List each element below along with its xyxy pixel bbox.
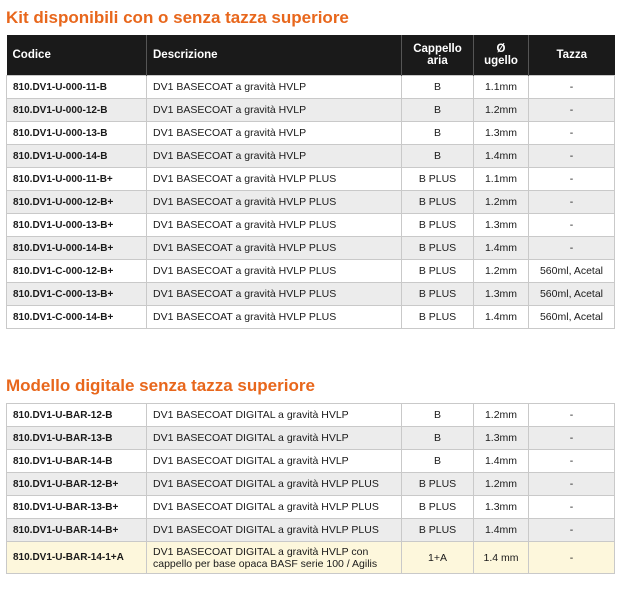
cup-cell: 560ml, Acetal <box>529 260 615 283</box>
cup-cell: - <box>529 214 615 237</box>
code-cell: 810.DV1-U-BAR-12-B <box>7 404 147 427</box>
cup-cell: - <box>529 496 615 519</box>
air-cap-cell: B <box>402 99 474 122</box>
air-cap-cell: B <box>402 122 474 145</box>
nozzle-cell: 1.4mm <box>474 519 529 542</box>
air-cap-cell: B PLUS <box>402 237 474 260</box>
nozzle-cell: 1.2mm <box>474 473 529 496</box>
table-row <box>7 542 615 574</box>
table-row <box>7 260 615 283</box>
nozzle-cell: 1.3mm <box>474 283 529 306</box>
digital-table <box>6 403 615 574</box>
nozzle-cell: 1.3mm <box>474 427 529 450</box>
air-cap-cell: B <box>402 450 474 473</box>
header-nozzle-line1: Ø <box>496 43 506 55</box>
air-cap-cell: B <box>402 76 474 99</box>
description-cell: DV1 BASECOAT a gravità HVLP PLUS <box>147 191 402 214</box>
nozzle-cell: 1.2mm <box>474 191 529 214</box>
table-row <box>7 122 615 145</box>
cup-cell: - <box>529 99 615 122</box>
code-cell: 810.DV1-U-BAR-14-B+ <box>7 519 147 542</box>
air-cap-cell: B <box>402 404 474 427</box>
code-cell: 810.DV1-U-BAR-13-B+ <box>7 496 147 519</box>
table-row <box>7 191 615 214</box>
description-cell: DV1 BASECOAT a gravità HVLP PLUS <box>147 283 402 306</box>
description-cell: DV1 BASECOAT a gravità HVLP PLUS <box>147 306 402 329</box>
description-cell: DV1 BASECOAT DIGITAL a gravità HVLP PLUS <box>147 473 402 496</box>
air-cap-cell: B <box>402 427 474 450</box>
air-cap-cell: B PLUS <box>402 191 474 214</box>
code-cell: 810.DV1-U-000-13-B <box>7 122 147 145</box>
nozzle-cell: 1.3mm <box>474 496 529 519</box>
table-row <box>7 496 615 519</box>
table-row <box>7 145 615 168</box>
code-cell: 810.DV1-C-000-13-B+ <box>7 283 147 306</box>
nozzle-cell: 1.2mm <box>474 99 529 122</box>
nozzle-cell: 1.4 mm <box>474 542 529 574</box>
description-cell: DV1 BASECOAT a gravità HVLP PLUS <box>147 260 402 283</box>
air-cap-cell: B PLUS <box>402 519 474 542</box>
cup-cell: - <box>529 191 615 214</box>
cup-cell: 560ml, Acetal <box>529 306 615 329</box>
code-cell: 810.DV1-U-000-12-B+ <box>7 191 147 214</box>
code-cell: 810.DV1-C-000-12-B+ <box>7 260 147 283</box>
cup-cell: - <box>529 427 615 450</box>
code-cell: 810.DV1-U-000-11-B <box>7 76 147 99</box>
code-cell: 810.DV1-U-BAR-12-B+ <box>7 473 147 496</box>
table-row <box>7 283 615 306</box>
table-row <box>7 519 615 542</box>
nozzle-cell: 1.4mm <box>474 237 529 260</box>
air-cap-cell: B PLUS <box>402 473 474 496</box>
header-air-cap-line1: Cappello <box>413 43 462 55</box>
cup-cell: - <box>529 519 615 542</box>
description-cell: DV1 BASECOAT a gravità HVLP PLUS <box>147 214 402 237</box>
description-cell: DV1 BASECOAT a gravità HVLP PLUS <box>147 237 402 260</box>
table-row <box>7 237 615 260</box>
cup-cell: - <box>529 237 615 260</box>
code-cell: 810.DV1-U-000-14-B+ <box>7 237 147 260</box>
air-cap-cell: B PLUS <box>402 168 474 191</box>
table-row <box>7 99 615 122</box>
header-description: Descrizione <box>147 35 402 76</box>
nozzle-cell: 1.4mm <box>474 306 529 329</box>
nozzle-cell: 1.4mm <box>474 145 529 168</box>
cup-cell: - <box>529 76 615 99</box>
table-row <box>7 404 615 427</box>
cup-cell: - <box>529 542 615 574</box>
table-row <box>7 450 615 473</box>
code-cell: 810.DV1-U-000-11-B+ <box>7 168 147 191</box>
nozzle-cell: 1.1mm <box>474 76 529 99</box>
table-row <box>7 214 615 237</box>
air-cap-cell: B PLUS <box>402 260 474 283</box>
description-cell: DV1 BASECOAT DIGITAL a gravità HVLP con cappello per base opaca BASF serie 100 / Agilis <box>147 542 402 574</box>
header-nozzle <box>474 35 529 76</box>
air-cap-cell: 1+A <box>402 542 474 574</box>
code-cell: 810.DV1-U-000-12-B <box>7 99 147 122</box>
code-cell: 810.DV1-U-000-14-B <box>7 145 147 168</box>
cup-cell: - <box>529 473 615 496</box>
description-cell: DV1 BASECOAT a gravità HVLP <box>147 99 402 122</box>
table-row <box>7 76 615 99</box>
code-cell: 810.DV1-U-BAR-14-1+A <box>7 542 147 574</box>
cup-cell: - <box>529 404 615 427</box>
description-cell: DV1 BASECOAT DIGITAL a gravità HVLP <box>147 427 402 450</box>
air-cap-cell: B PLUS <box>402 306 474 329</box>
table-row <box>7 168 615 191</box>
description-cell: DV1 BASECOAT a gravità HVLP <box>147 76 402 99</box>
air-cap-cell: B PLUS <box>402 283 474 306</box>
nozzle-cell: 1.2mm <box>474 404 529 427</box>
header-air-cap-line2: aria <box>427 55 448 67</box>
air-cap-cell: B PLUS <box>402 496 474 519</box>
code-cell: 810.DV1-U-BAR-13-B <box>7 427 147 450</box>
description-cell: DV1 BASECOAT DIGITAL a gravità HVLP PLUS <box>147 496 402 519</box>
nozzle-cell: 1.3mm <box>474 214 529 237</box>
cup-cell: - <box>529 168 615 191</box>
air-cap-cell: B <box>402 145 474 168</box>
code-cell: 810.DV1-C-000-14-B+ <box>7 306 147 329</box>
table-row <box>7 306 615 329</box>
code-cell: 810.DV1-U-BAR-14-B <box>7 450 147 473</box>
header-nozzle-line2: ugello <box>484 55 518 67</box>
nozzle-cell: 1.2mm <box>474 260 529 283</box>
table-row <box>7 427 615 450</box>
table-row <box>7 473 615 496</box>
description-cell: DV1 BASECOAT DIGITAL a gravità HVLP <box>147 450 402 473</box>
description-cell: DV1 BASECOAT a gravità HVLP <box>147 145 402 168</box>
nozzle-cell: 1.3mm <box>474 122 529 145</box>
kits-table <box>6 35 615 329</box>
section-title-kits: Kit disponibili con o senza tazza superiore <box>6 8 349 27</box>
header-cup: Tazza <box>529 35 615 76</box>
section-title-digital: Modello digitale senza tazza superiore <box>6 376 315 395</box>
header-air-cap <box>402 35 474 76</box>
description-cell: DV1 BASECOAT DIGITAL a gravità HVLP <box>147 404 402 427</box>
cup-cell: - <box>529 450 615 473</box>
table-header-row <box>7 35 615 76</box>
description-cell: DV1 BASECOAT DIGITAL a gravità HVLP PLUS <box>147 519 402 542</box>
header-code: Codice <box>7 35 147 76</box>
cup-cell: - <box>529 122 615 145</box>
code-cell: 810.DV1-U-000-13-B+ <box>7 214 147 237</box>
cup-cell: - <box>529 145 615 168</box>
air-cap-cell: B PLUS <box>402 214 474 237</box>
nozzle-cell: 1.4mm <box>474 450 529 473</box>
cup-cell: 560ml, Acetal <box>529 283 615 306</box>
description-cell: DV1 BASECOAT a gravità HVLP <box>147 122 402 145</box>
description-cell: DV1 BASECOAT a gravità HVLP PLUS <box>147 168 402 191</box>
nozzle-cell: 1.1mm <box>474 168 529 191</box>
